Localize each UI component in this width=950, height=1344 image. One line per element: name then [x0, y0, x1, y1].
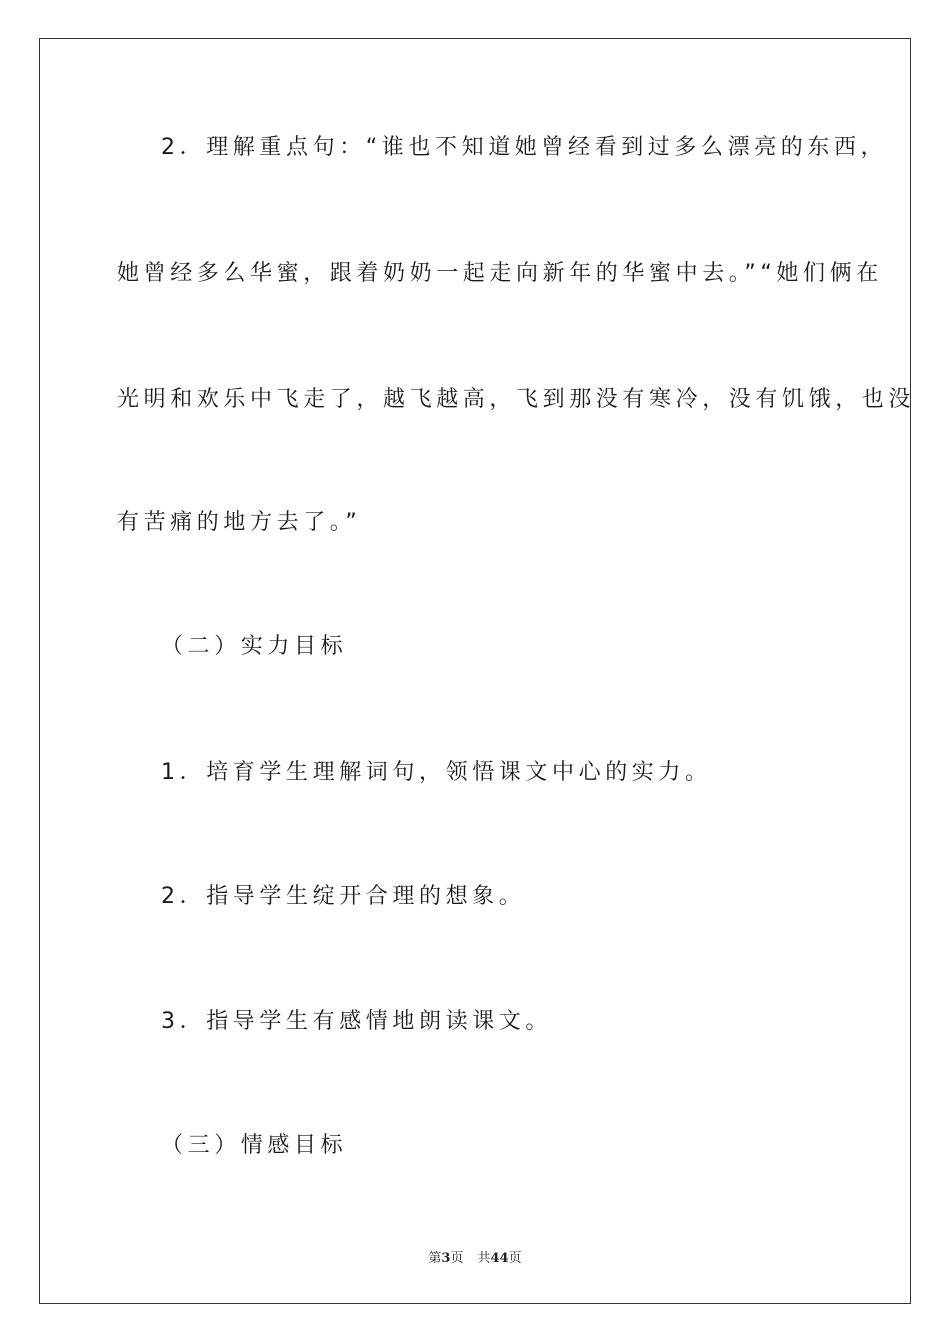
- section-heading-ability-goals: （二）实力目标: [161, 634, 348, 659]
- footer-total-prefix: 共: [477, 1251, 491, 1266]
- list-item: 3．指导学生有感情地朗读课文。: [161, 1009, 552, 1034]
- footer-page-unit: 页: [450, 1251, 464, 1266]
- paragraph-line: 她曾经多么华蜜，跟着奶奶一起走向新年的华蜜中去。”“她们俩在: [117, 261, 883, 286]
- paragraph-line: 有苦痛的地方去了。”: [117, 510, 362, 535]
- footer-page-total: 44: [490, 1251, 509, 1266]
- footer-page-prefix: 第: [428, 1251, 442, 1266]
- list-item: 1．培育学生理解词句，领悟课文中心的实力。: [161, 760, 712, 785]
- paragraph-line: 2．理解重点句：“谁也不知道她曾经看到过多么漂亮的东西，: [161, 135, 888, 160]
- footer-total-unit: 页: [508, 1251, 522, 1266]
- list-item: 2．指导学生绽开合理的想象。: [161, 884, 526, 909]
- footer-page-current: 3: [441, 1251, 451, 1266]
- page-border: [39, 38, 911, 1304]
- page-footer: [0, 1247, 950, 1266]
- paragraph-line: 光明和欢乐中飞走了，越飞越高，飞到那没有寒冷，没有饥饿，也没: [117, 387, 916, 412]
- section-heading-emotion-goals: （三）情感目标: [161, 1133, 348, 1158]
